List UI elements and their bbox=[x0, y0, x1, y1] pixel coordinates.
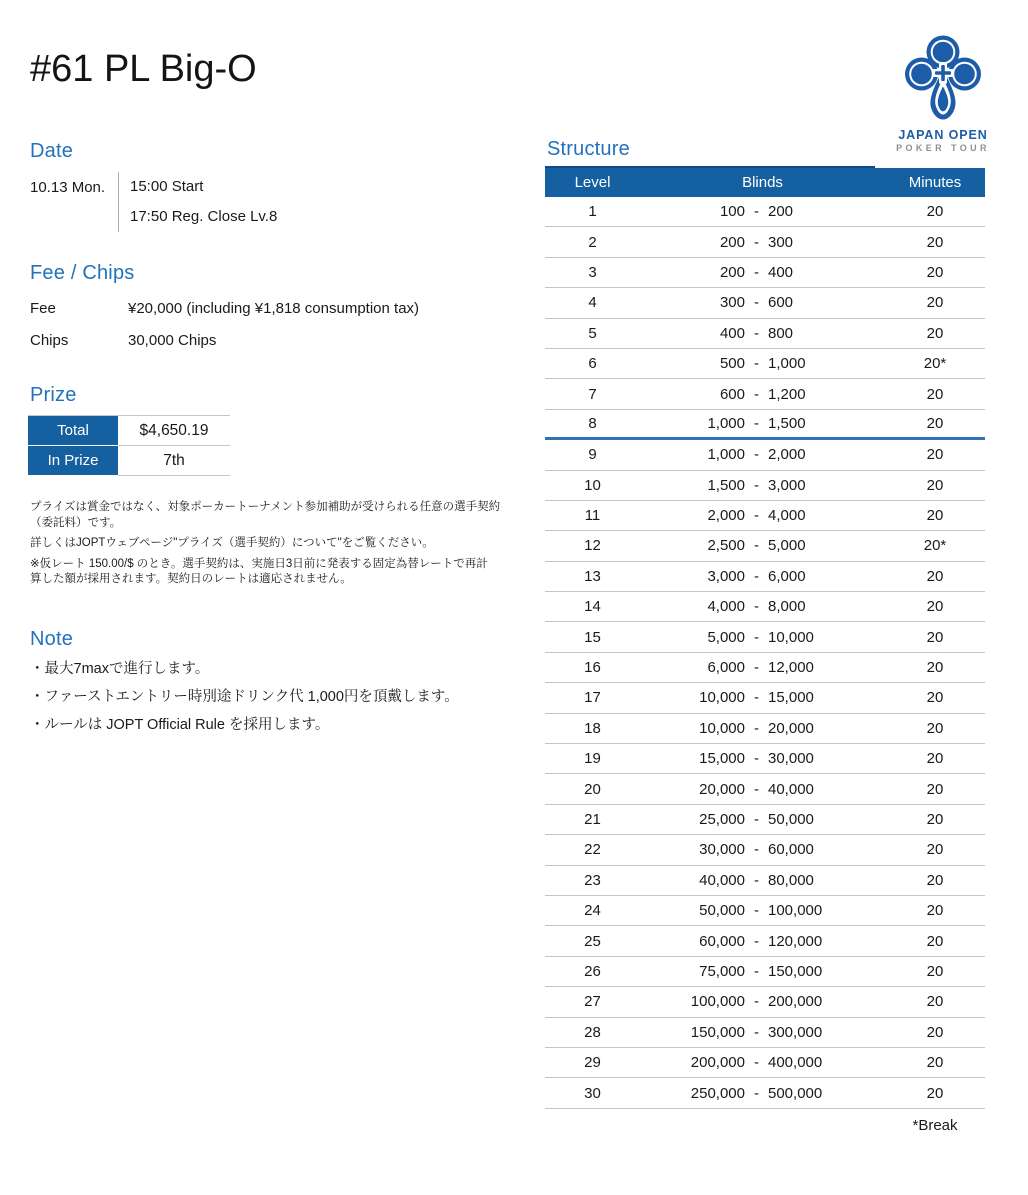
minutes-cell: 20 bbox=[926, 598, 944, 616]
table-row bbox=[545, 835, 985, 865]
minutes-cell: 20 bbox=[926, 932, 944, 950]
blinds-separator: - bbox=[754, 902, 759, 920]
big-blind-cell: 400,000 bbox=[768, 1054, 823, 1072]
column-header-minutes: Minutes bbox=[908, 174, 962, 191]
prize-row bbox=[28, 446, 230, 476]
big-blind-cell: 3,000 bbox=[768, 476, 806, 494]
small-blind-cell: 100,000 bbox=[690, 993, 745, 1011]
disclaimer-line: 詳しくはJOPTウェブページ"プライズ（選手契約）について"をご覧ください。 bbox=[30, 537, 434, 549]
table-row bbox=[545, 896, 985, 926]
jopt-logo bbox=[886, 30, 1000, 153]
minutes-cell: 20* bbox=[923, 537, 947, 555]
table-row bbox=[545, 562, 985, 592]
table-row bbox=[545, 501, 985, 531]
minutes-cell: 20 bbox=[926, 446, 944, 464]
small-blind-cell: 30,000 bbox=[699, 841, 745, 859]
small-blind-cell: 100 bbox=[719, 203, 745, 221]
prize-value-cell: $4,650.19 bbox=[139, 421, 209, 439]
table-row bbox=[545, 714, 985, 744]
minutes-cell: 20 bbox=[926, 780, 944, 798]
table-row bbox=[545, 926, 985, 956]
small-blind-cell: 1,000 bbox=[707, 414, 745, 432]
disclaimer-line: 算した額が採用されます。契約日のレートは適応されません。 bbox=[30, 573, 352, 585]
level-cell: 27 bbox=[584, 993, 601, 1011]
big-blind-cell: 100,000 bbox=[768, 902, 823, 920]
big-blind-cell: 30,000 bbox=[768, 750, 814, 768]
logo-text-primary: JAPAN OPEN bbox=[898, 128, 988, 142]
structure-table-header bbox=[545, 168, 985, 197]
minutes-cell: 20 bbox=[926, 750, 944, 768]
club-drop-icon bbox=[886, 30, 1000, 125]
table-top-rule bbox=[545, 166, 875, 168]
structure-heading: Structure bbox=[547, 138, 630, 160]
minutes-cell: 20 bbox=[926, 263, 944, 281]
table-row bbox=[545, 622, 985, 652]
minutes-cell: 20 bbox=[926, 841, 944, 859]
table-row bbox=[545, 349, 985, 379]
small-blind-cell: 6,000 bbox=[707, 659, 745, 677]
big-blind-cell: 300,000 bbox=[768, 1023, 823, 1041]
date-day: 10.13 Mon. bbox=[30, 179, 106, 196]
structure-table bbox=[545, 168, 985, 1109]
blinds-separator: - bbox=[754, 719, 759, 737]
blinds-separator: - bbox=[754, 841, 759, 859]
small-blind-cell: 1,500 bbox=[707, 476, 745, 494]
fee-chips-label: Chips bbox=[30, 332, 69, 349]
blinds-separator: - bbox=[754, 993, 759, 1011]
small-blind-cell: 60,000 bbox=[699, 932, 745, 950]
minutes-cell: 20 bbox=[926, 719, 944, 737]
fee-chips-rows bbox=[30, 293, 419, 357]
level-cell: 28 bbox=[584, 1023, 601, 1041]
minutes-cell: 20 bbox=[926, 567, 944, 585]
prize-row bbox=[28, 416, 230, 446]
fee-chips-row bbox=[30, 325, 419, 357]
note-heading: Note bbox=[30, 628, 74, 650]
big-blind-cell: 4,000 bbox=[768, 507, 806, 525]
break-footnote: *Break bbox=[912, 1116, 958, 1134]
table-row bbox=[545, 227, 985, 257]
minutes-cell: 20 bbox=[926, 962, 944, 980]
fee-chips-value: ¥20,000 (including ¥1,818 consumption tax) bbox=[128, 300, 420, 317]
column-header-blinds: Blinds bbox=[742, 174, 783, 191]
blinds-separator: - bbox=[754, 780, 759, 798]
date-times bbox=[118, 172, 277, 232]
column-header-level: Level bbox=[574, 174, 611, 191]
blinds-separator: - bbox=[754, 1084, 759, 1102]
small-blind-cell: 20,000 bbox=[699, 780, 745, 798]
table-row bbox=[545, 774, 985, 804]
level-cell: 25 bbox=[584, 932, 601, 950]
big-blind-cell: 1,000 bbox=[768, 355, 806, 373]
level-cell: 13 bbox=[584, 567, 601, 585]
blinds-separator: - bbox=[754, 324, 759, 342]
small-blind-cell: 3,000 bbox=[707, 567, 745, 585]
disclaimer-line: ※仮レート 150.00/$ のとき。選手契約は、実施日3日前に発表する固定為替レートで再計 bbox=[30, 557, 488, 570]
big-blind-cell: 200 bbox=[768, 203, 794, 221]
minutes-cell: 20 bbox=[926, 628, 944, 646]
blinds-separator: - bbox=[754, 871, 759, 889]
blinds-separator: - bbox=[754, 598, 759, 616]
minutes-cell: 20 bbox=[926, 1054, 944, 1072]
table-row bbox=[545, 379, 985, 409]
page-title: #61 PL Big-O bbox=[30, 48, 257, 90]
big-blind-cell: 1,200 bbox=[768, 385, 806, 403]
table-row bbox=[545, 258, 985, 288]
level-cell: 12 bbox=[584, 537, 601, 555]
big-blind-cell: 5,000 bbox=[768, 537, 806, 555]
table-row bbox=[545, 319, 985, 349]
minutes-cell: 20 bbox=[926, 659, 944, 677]
minutes-cell: 20 bbox=[926, 1023, 944, 1041]
big-blind-cell: 200,000 bbox=[768, 993, 823, 1011]
prize-heading: Prize bbox=[30, 384, 77, 406]
level-cell: 2 bbox=[588, 233, 597, 251]
big-blind-cell: 800 bbox=[768, 324, 794, 342]
big-blind-cell: 80,000 bbox=[768, 871, 814, 889]
small-blind-cell: 50,000 bbox=[699, 902, 745, 920]
level-cell: 17 bbox=[584, 689, 601, 707]
disclaimer-line: （委託料）です。 bbox=[30, 516, 122, 529]
table-row bbox=[545, 197, 985, 227]
small-blind-cell: 15,000 bbox=[699, 750, 745, 768]
table-row bbox=[545, 987, 985, 1017]
big-blind-cell: 2,000 bbox=[768, 446, 806, 464]
table-row bbox=[545, 683, 985, 713]
blinds-separator: - bbox=[754, 476, 759, 494]
small-blind-cell: 200,000 bbox=[690, 1054, 745, 1072]
prize-value-cell: 7th bbox=[163, 451, 185, 469]
big-blind-cell: 150,000 bbox=[768, 962, 823, 980]
small-blind-cell: 5,000 bbox=[707, 628, 745, 646]
minutes-cell: 20 bbox=[926, 385, 944, 403]
fee-chips-value: 30,000 Chips bbox=[128, 332, 217, 349]
fee-chips-heading: Fee / Chips bbox=[30, 262, 135, 284]
prize-label-cell: Total bbox=[28, 416, 118, 447]
blinds-separator: - bbox=[754, 628, 759, 646]
level-cell: 22 bbox=[584, 841, 601, 859]
prize-disclaimer bbox=[30, 500, 522, 593]
blinds-separator: - bbox=[754, 932, 759, 950]
big-blind-cell: 10,000 bbox=[768, 628, 814, 646]
small-blind-cell: 10,000 bbox=[699, 689, 745, 707]
prize-label-cell: In Prize bbox=[28, 446, 118, 477]
blinds-separator: - bbox=[754, 203, 759, 221]
fee-chips-row bbox=[30, 293, 419, 325]
level-cell: 14 bbox=[584, 598, 601, 616]
minutes-cell: 20 bbox=[926, 294, 944, 312]
small-blind-cell: 300 bbox=[719, 294, 745, 312]
level-cell: 4 bbox=[588, 294, 597, 312]
disclaimer-line: プライズは賞金ではなく、対象ポーカートーナメント参加補助が受けられる任意の選手契約 bbox=[30, 501, 501, 513]
level-cell: 21 bbox=[584, 811, 601, 828]
minutes-cell: 20 bbox=[926, 203, 944, 221]
level-cell: 3 bbox=[588, 263, 597, 281]
big-blind-cell: 60,000 bbox=[768, 841, 814, 859]
small-blind-cell: 200 bbox=[719, 233, 745, 251]
minutes-cell: 20 bbox=[926, 1084, 944, 1102]
minutes-cell: 20 bbox=[926, 414, 944, 432]
small-blind-cell: 1,000 bbox=[707, 446, 745, 464]
minutes-cell: 20 bbox=[926, 689, 944, 707]
blinds-separator: - bbox=[754, 811, 759, 828]
level-cell: 19 bbox=[584, 750, 601, 768]
minutes-cell: 20 bbox=[926, 507, 944, 525]
big-blind-cell: 400 bbox=[768, 263, 794, 281]
level-cell: 9 bbox=[588, 446, 597, 464]
table-row bbox=[545, 1048, 985, 1078]
fee-chips-label: Fee bbox=[30, 300, 56, 317]
blinds-separator: - bbox=[754, 537, 759, 555]
small-blind-cell: 200 bbox=[719, 263, 745, 281]
disclaimer-paragraph bbox=[30, 500, 522, 531]
blinds-separator: - bbox=[754, 962, 759, 980]
big-blind-cell: 300 bbox=[768, 233, 794, 251]
blinds-separator: - bbox=[754, 1054, 759, 1072]
minutes-cell: 20 bbox=[926, 811, 944, 828]
prize-table bbox=[28, 415, 230, 476]
small-blind-cell: 25,000 bbox=[699, 811, 745, 828]
table-row bbox=[545, 471, 985, 501]
minutes-cell: 20 bbox=[926, 871, 944, 889]
big-blind-cell: 15,000 bbox=[768, 689, 814, 707]
note-items bbox=[30, 655, 459, 739]
blinds-separator: - bbox=[754, 567, 759, 585]
minutes-cell: 20 bbox=[926, 993, 944, 1011]
level-cell: 29 bbox=[584, 1054, 601, 1072]
note-item: ・ファーストエントリー時別途ドリンク代 1,000円を頂戴します。 bbox=[30, 689, 459, 705]
blinds-separator: - bbox=[754, 263, 759, 281]
structure-rows bbox=[545, 197, 985, 1109]
blinds-separator: - bbox=[754, 446, 759, 464]
small-blind-cell: 400 bbox=[719, 324, 745, 342]
fee-chips-section bbox=[30, 262, 419, 357]
minutes-cell: 20 bbox=[926, 476, 944, 494]
minutes-cell: 20 bbox=[926, 902, 944, 920]
minutes-cell: 20* bbox=[923, 355, 947, 373]
table-row bbox=[545, 592, 985, 622]
date-time: 17:50 Reg. Close Lv.8 bbox=[130, 208, 278, 225]
table-row bbox=[545, 531, 985, 561]
big-blind-cell: 12,000 bbox=[768, 659, 814, 677]
table-row bbox=[545, 653, 985, 683]
table-row bbox=[545, 957, 985, 987]
blinds-separator: - bbox=[754, 750, 759, 768]
level-cell: 16 bbox=[584, 659, 601, 677]
note-section bbox=[30, 628, 459, 739]
small-blind-cell: 2,500 bbox=[707, 537, 745, 555]
prize-section bbox=[28, 384, 230, 476]
blinds-separator: - bbox=[754, 355, 759, 373]
table-row bbox=[545, 744, 985, 774]
level-cell: 24 bbox=[584, 902, 601, 920]
table-row bbox=[545, 440, 985, 470]
table-row bbox=[545, 1018, 985, 1048]
blinds-separator: - bbox=[754, 385, 759, 403]
blinds-separator: - bbox=[754, 689, 759, 707]
level-cell: 23 bbox=[584, 871, 601, 889]
level-cell: 15 bbox=[584, 628, 601, 646]
level-cell: 6 bbox=[588, 355, 597, 373]
note-item: ・最大7maxで進行します。 bbox=[30, 661, 210, 677]
blinds-separator: - bbox=[754, 1023, 759, 1041]
big-blind-cell: 8,000 bbox=[768, 598, 806, 616]
small-blind-cell: 40,000 bbox=[699, 871, 745, 889]
table-row bbox=[545, 410, 985, 440]
disclaimer-paragraph bbox=[30, 536, 522, 552]
logo-text-secondary: POKER TOUR bbox=[896, 143, 990, 153]
date-body bbox=[30, 172, 277, 232]
blinds-separator: - bbox=[754, 414, 759, 432]
big-blind-cell: 50,000 bbox=[768, 811, 814, 828]
table-row bbox=[545, 866, 985, 896]
level-cell: 7 bbox=[588, 385, 597, 403]
structure-section bbox=[545, 138, 985, 1134]
small-blind-cell: 150,000 bbox=[690, 1023, 745, 1041]
small-blind-cell: 10,000 bbox=[699, 719, 745, 737]
big-blind-cell: 600 bbox=[768, 294, 794, 312]
big-blind-cell: 20,000 bbox=[768, 719, 814, 737]
small-blind-cell: 500 bbox=[719, 355, 745, 373]
blinds-separator: - bbox=[754, 233, 759, 251]
blinds-separator: - bbox=[754, 294, 759, 312]
note-item: ・ルールは JOPT Official Rule を採用します。 bbox=[30, 717, 330, 733]
level-cell: 26 bbox=[584, 962, 601, 980]
level-cell: 30 bbox=[584, 1084, 601, 1102]
small-blind-cell: 4,000 bbox=[707, 598, 745, 616]
level-cell: 5 bbox=[588, 324, 597, 342]
big-blind-cell: 6,000 bbox=[768, 567, 806, 585]
level-cell: 10 bbox=[584, 476, 601, 494]
small-blind-cell: 600 bbox=[719, 385, 745, 403]
small-blind-cell: 75,000 bbox=[699, 962, 745, 980]
big-blind-cell: 1,500 bbox=[768, 414, 806, 432]
level-cell: 1 bbox=[588, 203, 597, 221]
table-row bbox=[545, 288, 985, 318]
minutes-cell: 20 bbox=[926, 324, 944, 342]
level-cell: 18 bbox=[584, 719, 601, 737]
date-section bbox=[30, 140, 277, 232]
blinds-separator: - bbox=[754, 507, 759, 525]
table-row bbox=[545, 1078, 985, 1108]
date-time: 15:00 Start bbox=[130, 178, 204, 195]
level-cell: 11 bbox=[584, 507, 601, 525]
table-row bbox=[545, 805, 985, 835]
minutes-cell: 20 bbox=[926, 233, 944, 251]
small-blind-cell: 2,000 bbox=[707, 507, 745, 525]
level-cell: 20 bbox=[584, 780, 601, 798]
big-blind-cell: 120,000 bbox=[768, 932, 823, 950]
disclaimer-paragraph bbox=[30, 557, 522, 588]
date-heading: Date bbox=[30, 140, 74, 162]
big-blind-cell: 500,000 bbox=[768, 1084, 823, 1102]
blinds-separator: - bbox=[754, 659, 759, 677]
small-blind-cell: 250,000 bbox=[690, 1084, 745, 1102]
level-cell: 8 bbox=[588, 414, 597, 432]
big-blind-cell: 40,000 bbox=[768, 780, 814, 798]
